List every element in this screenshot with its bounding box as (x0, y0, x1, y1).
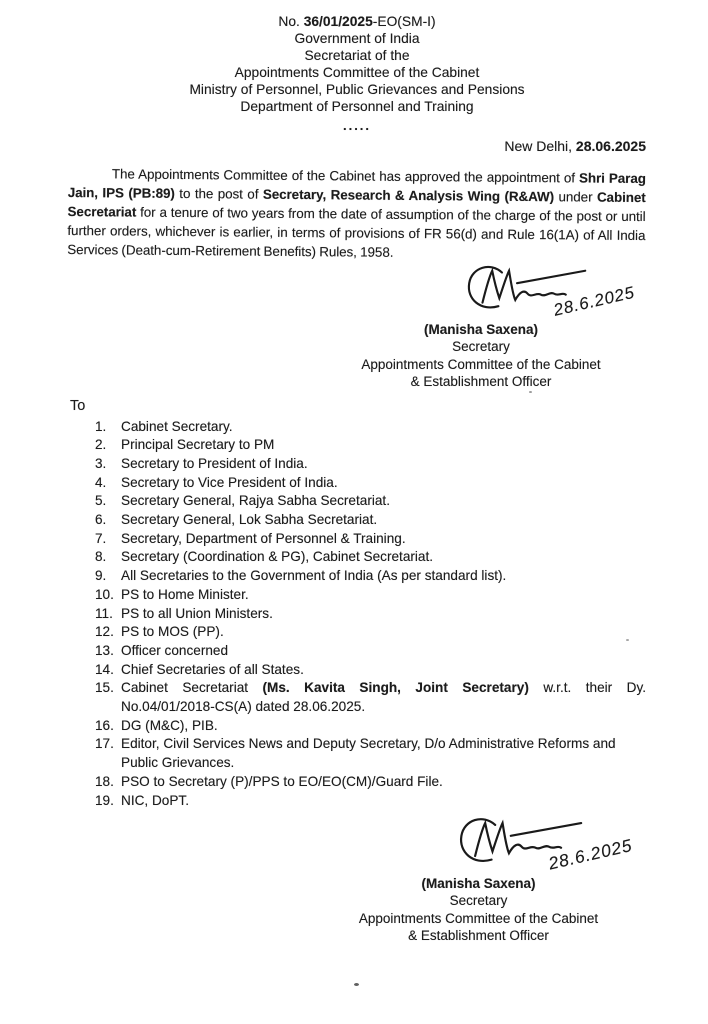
signatory-title-3: & Establishment Officer (410, 374, 552, 389)
signature-block-top (316, 261, 646, 391)
signatory-title-1: Secretary (452, 339, 510, 354)
recipient-item (95, 567, 646, 586)
separator-dots: ..... (342, 118, 372, 133)
item-text: NIC, DoPT. (121, 792, 189, 808)
recipient-item (95, 511, 646, 530)
signatory-title-2: Appointments Committee of the Cabinet (361, 356, 601, 372)
org-line-department: Department of Personnel and Training (240, 99, 474, 114)
signatory-title-3: & Establishment Officer (408, 928, 549, 944)
item-text: PS to MOS (PP). (121, 624, 224, 640)
item-number: 9. (95, 568, 107, 584)
signature-icon (458, 261, 654, 323)
recipient-item (95, 623, 646, 642)
item-text: Editor, Civil Services News and Deputy Secretary, D/o Administrative Reforms and Public Grievances. (121, 736, 616, 771)
item-number: 11. (95, 605, 113, 621)
item-number: 14. (95, 661, 114, 677)
item-number: 1. (95, 418, 107, 434)
item-text: Secretary, Department of Personnel & Training. (121, 530, 406, 546)
org-line-acc: Appointments Committee of the Cabinet (234, 65, 480, 80)
item-number: 12. (95, 624, 114, 640)
item-number: 3. (95, 455, 107, 471)
recipient-list (68, 418, 646, 811)
item-text: Officer concerned (121, 642, 229, 658)
signature-block-bottom (311, 813, 646, 945)
scan-speck (626, 639, 629, 641)
to-label: To (70, 397, 86, 414)
item-number: 16. (95, 717, 114, 733)
item-text: DG (M&C), PIB. (121, 717, 218, 733)
item-text: All Secretaries to the Government of India (As per standard list). (121, 568, 507, 584)
ref-prefix: No. (278, 14, 304, 29)
item-text: PS to Home Minister. (121, 586, 249, 602)
item-number: 4. (95, 474, 107, 490)
item-number: 13. (95, 642, 114, 658)
item-text: PSO to Secretary (P)/PPS to EO/EO(CM)/Guard File. (121, 773, 443, 789)
scan-speck (529, 391, 532, 393)
scan-speck (354, 983, 359, 986)
dateline-date: 28.06.2025 (575, 138, 646, 154)
item-number: 10. (95, 586, 114, 602)
org-line-ministry: Ministry of Personnel, Public Grievances and Pensions (189, 82, 525, 97)
signatory-title-1: Secretary (449, 893, 508, 909)
signatory-name: (Manisha Saxena) (423, 321, 539, 337)
item-number: 15. (95, 680, 114, 696)
recipient-item (95, 642, 646, 661)
item-text: Secretary (Coordination & PG), Cabinet Secretariat. (121, 549, 434, 565)
body-paragraph: The Appointments Committee of the Cabinet has approved the appointment of Shri Parag Jain, IPS (PB:89) to the post of Secretary, Research & Analysis Wing (R&AW) under Cabinet Secretariat for a tenure of two years from the date of assumption of the charge of the post or until further orders, whichever is earlier, in terms of provisions of FR 56(d) and Rule 16(1A) of All India Services (Death-cum-Retirement Benefits) Rules, 1958. (67, 166, 646, 260)
recipient-item (95, 792, 646, 811)
recipient-item (95, 492, 646, 511)
org-line-secretariat: Secretariat of the (304, 48, 410, 63)
item-text: Cabinet Secretary. (121, 418, 233, 434)
recipient-item (95, 548, 646, 567)
signature-scribble-bottom (311, 813, 654, 882)
item-number: 17. (95, 736, 114, 752)
recipient-item (95, 586, 646, 605)
signatory-name: (Manisha Saxena) (421, 875, 536, 891)
recipient-item (95, 418, 646, 437)
item-number: 5. (95, 493, 107, 509)
recipient-item (95, 735, 646, 772)
item-text: Chief Secretaries of all States. (121, 661, 304, 677)
recipient-item (95, 679, 646, 716)
item-number: 6. (95, 512, 107, 528)
signature-scribble-top (316, 261, 654, 328)
recipient-item (95, 717, 646, 736)
item-number: 18. (95, 773, 114, 789)
recipient-item (95, 455, 646, 474)
signature-date-handwritten: 28.6.2025 (551, 282, 637, 320)
item-text: Secretary General, Rajya Sabha Secretariat. (121, 493, 390, 509)
dateline (68, 137, 646, 155)
item-text: Secretary General, Lok Sabha Secretariat. (121, 512, 378, 528)
reference-number (68, 13, 646, 30)
letterhead (68, 13, 646, 133)
item-number: 2. (95, 437, 107, 453)
ref-suffix: -EO(SM-I) (372, 14, 436, 29)
item-number: 8. (95, 549, 107, 565)
item-text: Principal Secretary to PM (121, 437, 275, 453)
recipient-item (95, 605, 646, 624)
signatory-title-2: Appointments Committee of the Cabinet (358, 910, 599, 926)
item-text: Cabinet Secretariat (Ms. Kavita Singh, Joint Secretary) w.r.t. their Dy. No.04/01/2018-CS(A) dated 28.06.2025. (121, 680, 647, 715)
item-number: 7. (95, 530, 107, 546)
ref-number: 36/01/2025 (303, 14, 373, 29)
recipient-item (95, 773, 646, 792)
item-text: Secretary to Vice President of India. (121, 474, 338, 490)
recipient-item (95, 436, 646, 455)
signature-date-handwritten: 28.6.2025 (546, 835, 635, 874)
org-line-government: Government of India (294, 31, 420, 46)
item-text: PS to all Union Ministers. (121, 605, 273, 621)
dateline-place: New Delhi, (504, 138, 576, 154)
signature-icon (448, 813, 654, 877)
item-number: 19. (95, 792, 114, 808)
item-text: Secretary to President of India. (121, 455, 308, 471)
recipient-item (95, 530, 646, 549)
recipient-item (95, 661, 646, 680)
recipient-item (95, 474, 646, 493)
